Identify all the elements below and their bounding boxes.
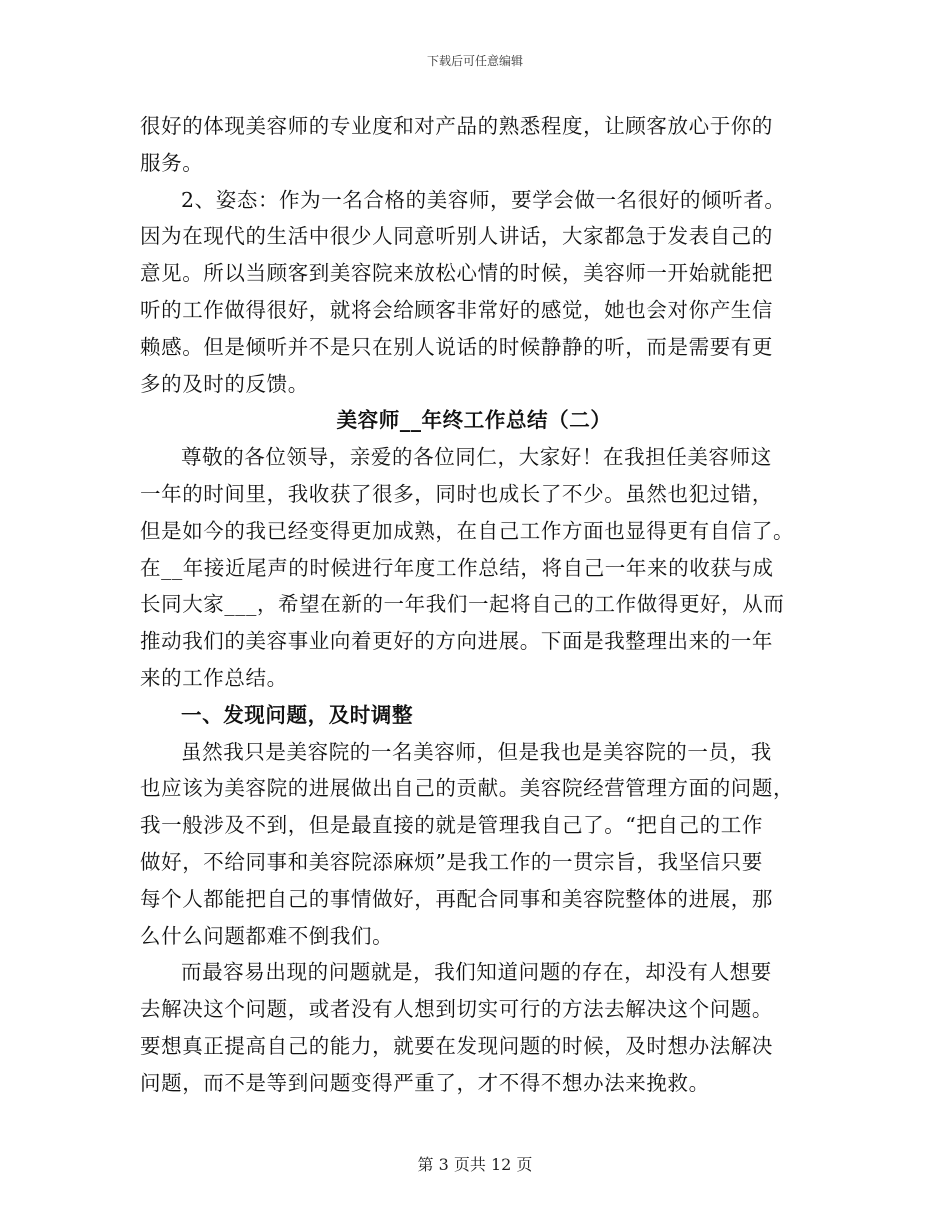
subheading-1: 一、发现问题，及时调整 (181, 702, 414, 727)
text-line: 而最容易出现的问题就是，我们知道问题的存在，却没有人想要 (181, 960, 772, 985)
text-line: 长同大家___，希望在新的一年我们一起将自己的工作做得更好，从而 (140, 592, 785, 617)
text-line: 2、姿态：作为一名合格的美容师，要学会做一名很好的倾听者。 (181, 187, 786, 212)
text-line: 每个人都能把自己的事情做好，再配合同事和美容院整体的进展，那 (140, 886, 773, 911)
section-title: 美容师__年终工作总结（二） (336, 408, 612, 433)
text-line: 问题，而不是等到问题变得严重了，才不得不想办法来挽救。 (140, 1070, 710, 1095)
text-line: 听的工作做得很好，就将会给顾客非常好的感觉，她也会对你产生信 (140, 297, 773, 322)
text-line: 来的工作总结。 (140, 665, 288, 690)
page-number: 第 3 页共 12 页 (417, 1155, 533, 1174)
text-line: 也应该为美容院的进展做出自己的贡献。美容院经营管理方面的问题， (140, 776, 795, 801)
text-line: 去解决这个问题，或者没有人想到切实可行的方法去解决这个问题。 (140, 997, 773, 1022)
paragraph-3 (140, 439, 808, 697)
text-line: 推动我们的美容事业向着更好的方向进展。下面是我整理出来的一年 (140, 629, 773, 654)
paragraph-2 (140, 182, 808, 403)
document-body (140, 108, 808, 1102)
text-line: 一年的时间里，我收获了很多，同时也成长了不少。虽然也犯过错， (140, 481, 773, 506)
text-line: 但是如今的我已经变得更加成熟，在自己工作方面也显得更有自信了。 (140, 518, 795, 543)
text-line: 做好，不给同事和美容院添麻烦”是我工作的一贯宗旨，我坚信只要 (140, 849, 763, 874)
text-line: 要想真正提高自己的能力，就要在发现问题的时候，及时想办法解决 (140, 1033, 773, 1058)
paragraph-4 (140, 734, 808, 955)
text-line: 多的及时的反馈。 (140, 371, 309, 396)
text-line: 虽然我只是美容院的一名美容师，但是我也是美容院的一员，我 (181, 739, 772, 764)
header-note: 下载后可任意编辑 (426, 54, 523, 68)
text-line: 很好的体现美容师的专业度和对产品的熟悉程度，让顾客放心于你的 (140, 114, 773, 138)
text-line: 尊敬的各位领导，亲爱的各位同仁，大家好！在我担任美容师这 (181, 445, 772, 470)
text-line: 我一般涉及不到，但是最直接的就是管理我自己了。“把自己的工作 (140, 813, 763, 838)
text-line: 赖感。但是倾听并不是只在别人说话的时候静静的听，而是需要有更 (140, 334, 773, 359)
text-line: 服务。 (140, 150, 204, 175)
paragraph-1 (140, 108, 808, 182)
text-line: 在__年接近尾声的时候进行年度工作总结，将自己一年来的收获与成 (140, 555, 774, 580)
text-line: 意见。所以当顾客到美容院来放松心情的时候，美容师一开始就能把 (140, 261, 773, 286)
paragraph-5 (140, 954, 808, 1101)
text-line: 么什么问题都难不倒我们。 (140, 923, 394, 948)
text-line: 因为在现代的生活中很少人同意听别人讲话，大家都急于发表自己的 (140, 224, 773, 249)
